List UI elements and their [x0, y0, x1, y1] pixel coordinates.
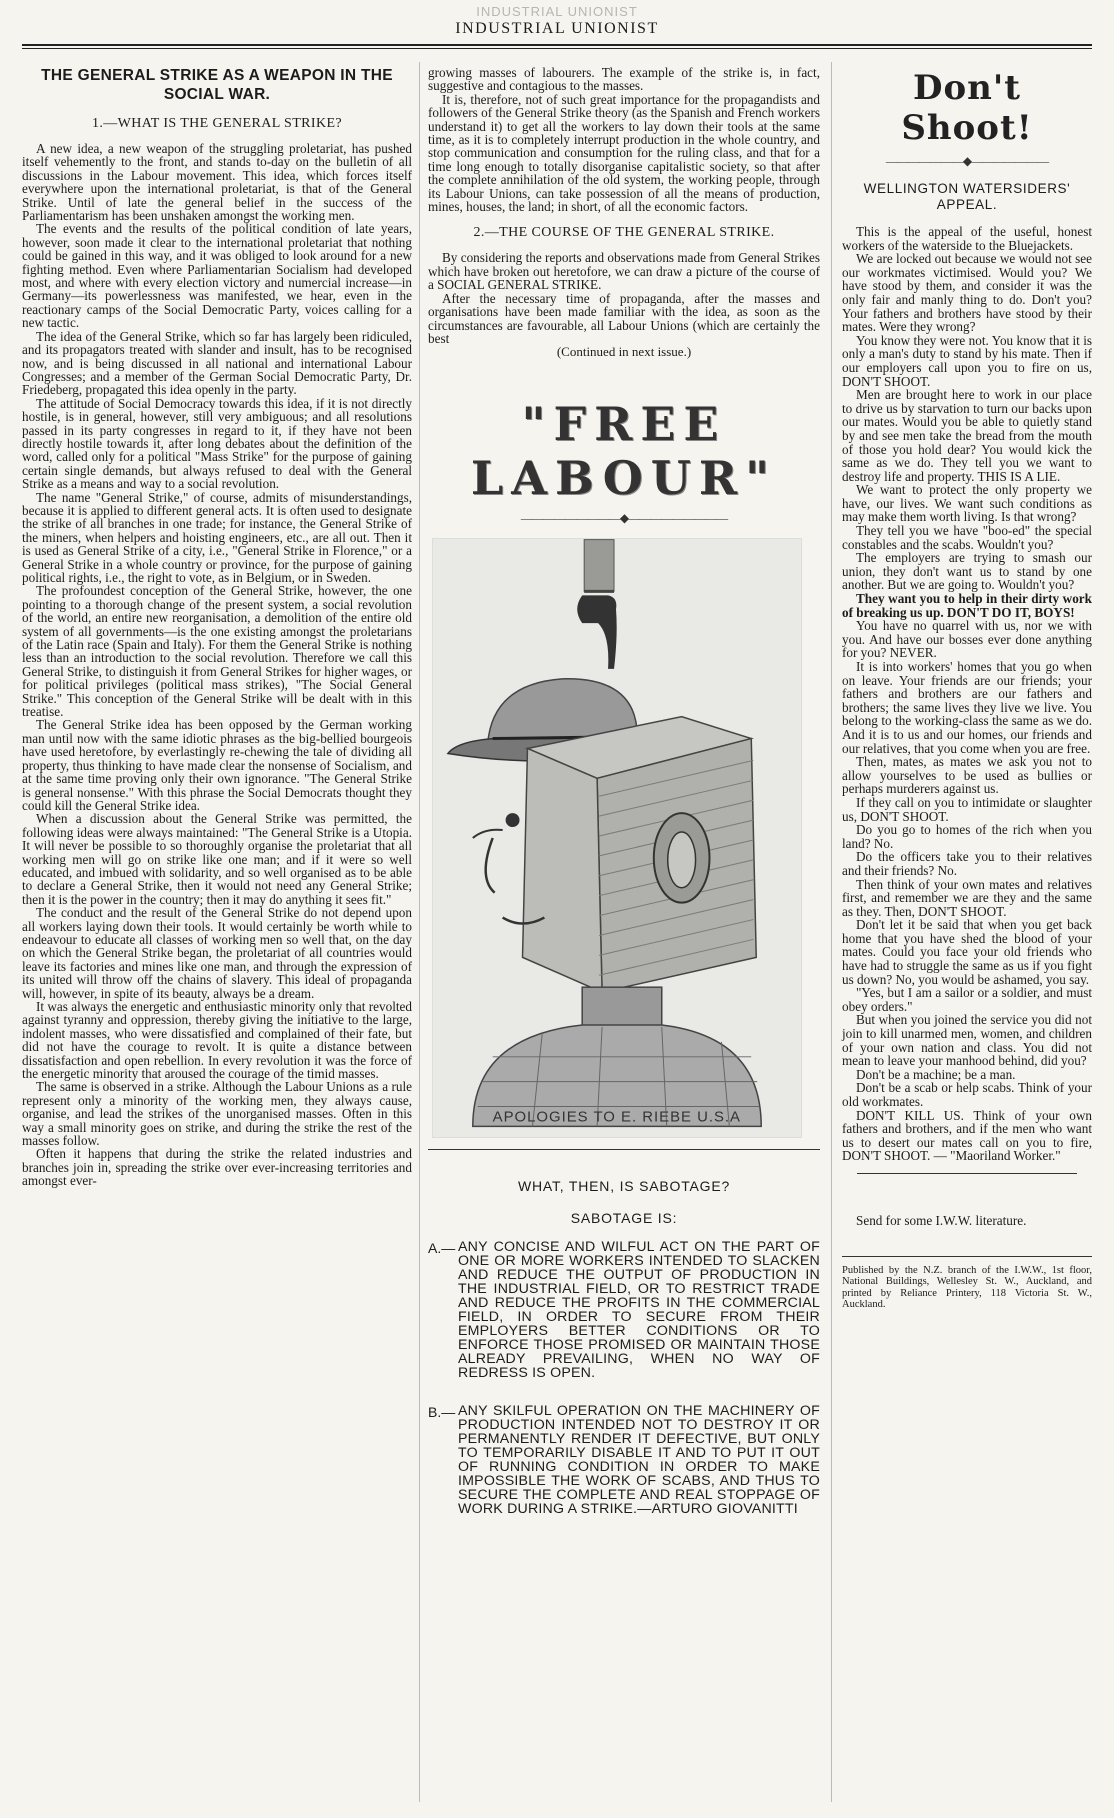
paragraph: The General Strike idea has been opposed by the German working man until now with the same idiotic phrases as the big-bellied bourgeois have used heretofore, by everlastingly re-chewing the tale of dividing all property, thus thinking to have made clear the nonsense of Socialism, and at the same time proving only their own ignorance. "The General Strike is general nonsense." With this phrase the Social Democrats thought they could kill the General Strike idea. [22, 717, 412, 813]
item-text: ANY SKILFUL OPERATION ON THE MACHINERY OF PRODUCTION INTENDED NOT TO DESTROY IT OR PERMANENTLY RENDER IT DEFECTIVE, BUT ONLY TO TEMPORARILY DISABLE IT AND TO PUT IT OUT OF RUNNING CONDITION IN ORDER TO MAKE IMPOSSIBLE THE WORK OF SCABS, AND THUS TO SECURE THE COMPLETE AND REAL STOPPAGE OF WORK DURING A STRIKE.—ARTURO GIOVANITTI [458, 1403, 820, 1518]
left-column [22, 66, 412, 1188]
paragraph: The same is observed in a strike. Although the Labour Unions as a rule represent only a minority of the working men, they always cause, organise, and lead the strikes of the unorganised masses. Often in this way a small minority goes on strike, and during the strike the rest of the masses follow. [22, 1079, 412, 1149]
appeal-title: Don't Shoot! [901, 68, 1033, 148]
article-body [22, 142, 412, 1188]
sabotage-is-heading: SABOTAGE IS: [570, 1210, 678, 1227]
cartoon-illustration [432, 538, 802, 1138]
continued-note: (Continued in next issue.) [556, 344, 692, 360]
sabotage-question: WHAT, THEN, IS SABOTAGE? [517, 1178, 731, 1195]
paragraph: The idea of the General Strike, which so far has largely been ridiculed, and its propagators treated with slander and insult, has to be recognised now, and is being discussed in all national and international Labour Congresses; and a member of the German Social Democratic Party, Dr. Friedeberg, propagated this idea openly in the party. [22, 328, 412, 398]
appeal-body [842, 225, 1092, 1163]
paragraph: Do the officers take you to their relatives and their friends? No. [842, 849, 1092, 878]
paragraph: Then think of your own mates and relatives first, and remember we are they and the same as they. Then, DON'T SHOOT. [842, 876, 1092, 919]
article-title: THE GENERAL STRIKE AS A WEAPON IN THE SOCIAL WAR. [41, 67, 393, 103]
divider [428, 1149, 820, 1150]
right-column [842, 66, 1092, 1311]
paragraph: By considering the reports and observations made from General Strikes which have broken out heretofore, we can draw a picture of the course of a SOCIAL GENERAL STRIKE. [428, 250, 820, 293]
paragraph: The events and the results of the political condition of late years, however, soon made it clear to the international proletariat that nothing could be gained in this way, and it was obliged to look around for a new fighting method. Even where Parliamentarian Socialism had developed most, and where with every election victory and numercial increase—in Germany—its powerlessness was manifested, we hear, even in the reactionary camps of the Social Democratic Party, voices calling for a new tactic. [22, 221, 412, 331]
paragraph: We are locked out because we would not see our workmates victimised. Would you? We have stood by them, and consider it was the only fair and manly thing to do. Don't you? Your fathers and brothers have stood by their mates. Were they wrong? [842, 251, 1092, 335]
paragraph: growing masses of labourers. The example of the strike is, in fact, suggestive and contagious to the masses. [428, 65, 820, 94]
paragraph: Don't be a scab or help scabs. Think of your old workmates. [842, 1080, 1092, 1109]
paragraph: We want to protect the only property we have, our lives. We want such conditions as may make them worth living. Is that wrong? [842, 482, 1092, 525]
paragraph: The name "General Strike," of course, admits of misunderstandings, because it is applied to different general acts. It is often used to designate the strike of all branches in one trade; for instance, the General Strike of the miners, when helpers and hoisting engineers, etc., are all out. Then it is used as General Strike of a city, i.e., "General Strike in Florence," or a General Strike in a whole country or province, for the purpose of gaining political rights, i.e., the right to vote, as in Belgium, or in Sweden. [22, 489, 412, 585]
paragraph: A new idea, a new weapon of the struggling proletariat, has pushed itself vehemently to the front, and stands to-day on the bulletin of all discussions in the Labour movement. This idea, which forces itself everywhere upon the international proletariat, is that of the General Strike. Until of late the general belief in the success of the Parliamentarism has been unshaken amongst the working men. [22, 141, 412, 224]
paragraph: The employers are trying to smash our union, they don't want us to stand by one another. But we are going to. Wouldn't you? [842, 550, 1092, 593]
paragraph: They tell you we have "boo-ed" the special constables and the scabs. Wouldn't you? [842, 523, 1092, 552]
ornament-rule: ———————◆——————— [885, 154, 1049, 168]
paragraph: When a discussion about the General Strike was permitted, the following ideas were always maintained: "The General Strike is a Utopia. It will never be possible to so thoroughly organise the proletariat that all working men will go on strike like one man; and if it were so well educated, and imbued with solidarity, and so well organised as to be able to declare a General Strike, then it would not need any General Strike; then it is the power in the country; then it may do anything it sees fit." [22, 811, 412, 907]
cartoon-caption: APOLOGIES TO E. RIEBE U.S.A [492, 1109, 742, 1126]
masthead: INDUSTRIAL UNIONIST [455, 20, 659, 37]
bleed-through-text: INDUSTRIAL UNIONIST [476, 4, 638, 19]
column-divider [419, 62, 420, 1802]
ornament-rule: —————————◆————————— [520, 511, 728, 526]
divider [857, 1173, 1077, 1174]
paragraph: Do you go to homes of the rich when you land? No. [842, 822, 1092, 851]
paragraph: You have no quarrel with us, nor we with you. And have our bosses ever done anything for you? NEVER. [842, 618, 1092, 661]
paragraph: The attitude of Social Democracy towards this idea, if it is not directly hostile, is in general, however, still very ambiguous; and all resolutions passed in its party congresses in regard to it, if they have not been directly hostile towards it, after long debates about the definition of the word, called only for a political "Mass Strike" for the purpose of gaining certain single demands, but always refused to deal with the General Strike as a means and way to a social revolution. [22, 395, 412, 492]
paragraph: Often it happens that during the strike the related industries and branches join in, spreading the strike over ever-increasing territories and amongst ever- [22, 1146, 412, 1189]
appeal-subtitle: WELLINGTON WATERSIDERS' APPEAL. [863, 181, 1071, 212]
paragraph: It was always the energetic and enthusiastic minority only that revolted against tyranny and oppression, thereby giving the initiative to the large, indolent masses, who were dissatisfied and complained of their fate, but did not have the courage to revolt. It is quite a distance between dissatisfaction and open rebellion. In every revolution it was the force of the energetic minority that aroused the courage of the timid masses. [22, 999, 412, 1082]
paragraph: Don't let it be said that when you get back home that you have shed the blood of your mates. Could you face your old friends who have had to struggle the same as us if you fight us down? No, you would be ashamed, you say. [842, 917, 1092, 987]
middle-column [428, 66, 820, 1516]
paragraph: DON'T KILL US. Think of your own fathers and brothers, and if the men who want us to desert our mates call on you to fire, DON'T SHOOT. — "Maoriland Worker." [842, 1107, 1092, 1164]
paragraph: After the necessary time of propaganda, after the masses and organisations have been made familiar with the idea, as soon as the circumstances are favourable, all Labour Unions (which are certainly the best [428, 290, 820, 346]
paragraph: It is, therefore, not of such great importance for the propagandists and followers of the General Strike theory (as the Spanish and French workers understand it) to get all the workers to lay down their tools at the same time, as it is to completely interrupt production in the whole country, and stop communication and consumption for the ruling class, and that for a time long enough to totally disorganise capitalistic society, so that after the complete annihilation of the old system, the working people, through its Labour Unions, can take possession of all the means of production, mines, houses, the land; in short, of all the economic factors. [428, 91, 820, 215]
torso-icon [473, 988, 761, 1127]
sabotage-item [428, 1404, 820, 1516]
paragraph: If they call on you to intimidate or slaughter us, DON'T SHOOT. [842, 794, 1092, 824]
paragraph: They want you to help in their dirty work of breaking us up. DON'T DO IT, BOYS! [842, 591, 1092, 620]
section-heading: 2.—THE COURSE OF THE GENERAL STRIKE. [473, 225, 775, 241]
header-rule [22, 44, 1092, 49]
paragraph: "Yes, but I am a sailor or a soldier, and must obey orders." [842, 985, 1092, 1014]
paragraph: This is the appeal of the useful, honest workers of the waterside to the Bluejackets. [842, 224, 1092, 253]
section-heading: 1.—WHAT IS THE GENERAL STRIKE? [91, 116, 343, 131]
paragraph: The profoundest conception of the General Strike, however, the one pointing to a thorough change of the present system, a social revolution of the world, an entire new reorganisation, a demolition of the entire old system of all governments—is the one existing amongst the proletarians of the Latin race (Spain and Italy). For them the General Strike is nothing less than an introduction to the social revolution. Therefore we call this General Strike, to distinguish it from General Strikes for higher wages, or for political privileges (political mass strikes), "The Social General Strike." This conception of the General Strike will be dealt with in this treatise. [22, 583, 412, 720]
send-note: Send for some I.W.W. literature. [856, 1212, 1027, 1228]
paragraph: It is into workers' homes that you go when on leave. Your friends are our friends; your fathers and brothers are our fathers and brothers; the same lives they live we live. You belong to the working-class the same as we do. And it is to us and our homes, our friends and our relatives, that you come when you are free. [842, 659, 1092, 756]
column-divider [831, 62, 832, 1802]
paragraph: The conduct and the result of the General Strike do not depend upon all workers laying down their tools. It would certainly be worth while to endeavour to educate all classes of working men so well that, on the day on which the General Strike began, the proletariat of all countries would leave its factories and mines like one man, and through the expression of its united will throw off the chains of slavery. This ideal of propaganda will, however, in spite of its beauty, always be a dream. [22, 905, 412, 1001]
paragraph: Then, mates, as mates we ask you not to allow yourselves to be used as bullies or perhaps murderers against us. [842, 754, 1092, 797]
item-letter: A.— [428, 1240, 456, 1257]
paragraph: Men are brought here to work in our place to drive us by starvation to turn our backs upon our mates. Would you be able to quietly stand by and see men take the bread from the mouth of those you hold dear? You would kick the same as we do. They tell you we want to destroy life and property. THIS IS A LIE. [842, 387, 1092, 484]
publisher-note: Published by the N.Z. branch of the I.W.W., 1st floor, National Buildings, Wellesley St. W., Auckland, and printed by Reliance Printery, 118 Victoria St. W., Auckland. [842, 1256, 1092, 1311]
pointing-hand-icon [577, 540, 616, 669]
cartoon-title: "FREE LABOUR" [470, 397, 778, 506]
sabotage-item [428, 1240, 820, 1380]
paragraph: You know they were not. You know that it is only a man's duty to stand by his mate. Then if our employers call upon you to fire on us, DON'T SHOOT. [842, 332, 1092, 389]
paragraph: But when you joined the service you did not join to kill unarmed men, women, and children of your own nation and class. You did not mean to leave your manhood behind, did you? [842, 1012, 1092, 1069]
paragraph: Don't be a machine; be a man. [856, 1066, 1016, 1082]
item-letter: B.— [428, 1404, 456, 1421]
item-text: ANY CONCISE AND WILFUL ACT ON THE PART OF ONE OR MORE WORKERS INTENDED TO SLACKEN AND REDUCE THE OUTPUT OF PRODUCTION IN THE INDUSTRIAL FIELD, OR TO RESTRICT TRADE AND REDUCE THE PROFITS IN THE COMMERCIAL FIELD, IN ORDER TO SECURE FROM THEIR EMPLOYERS BETTER CONDITIONS OR TO ENFORCE THOSE PROMISED OR MAINTAIN THOSE ALREADY PREVAILING, WHEN NO WAY OF REDRESS IS OPEN. [458, 1239, 820, 1382]
